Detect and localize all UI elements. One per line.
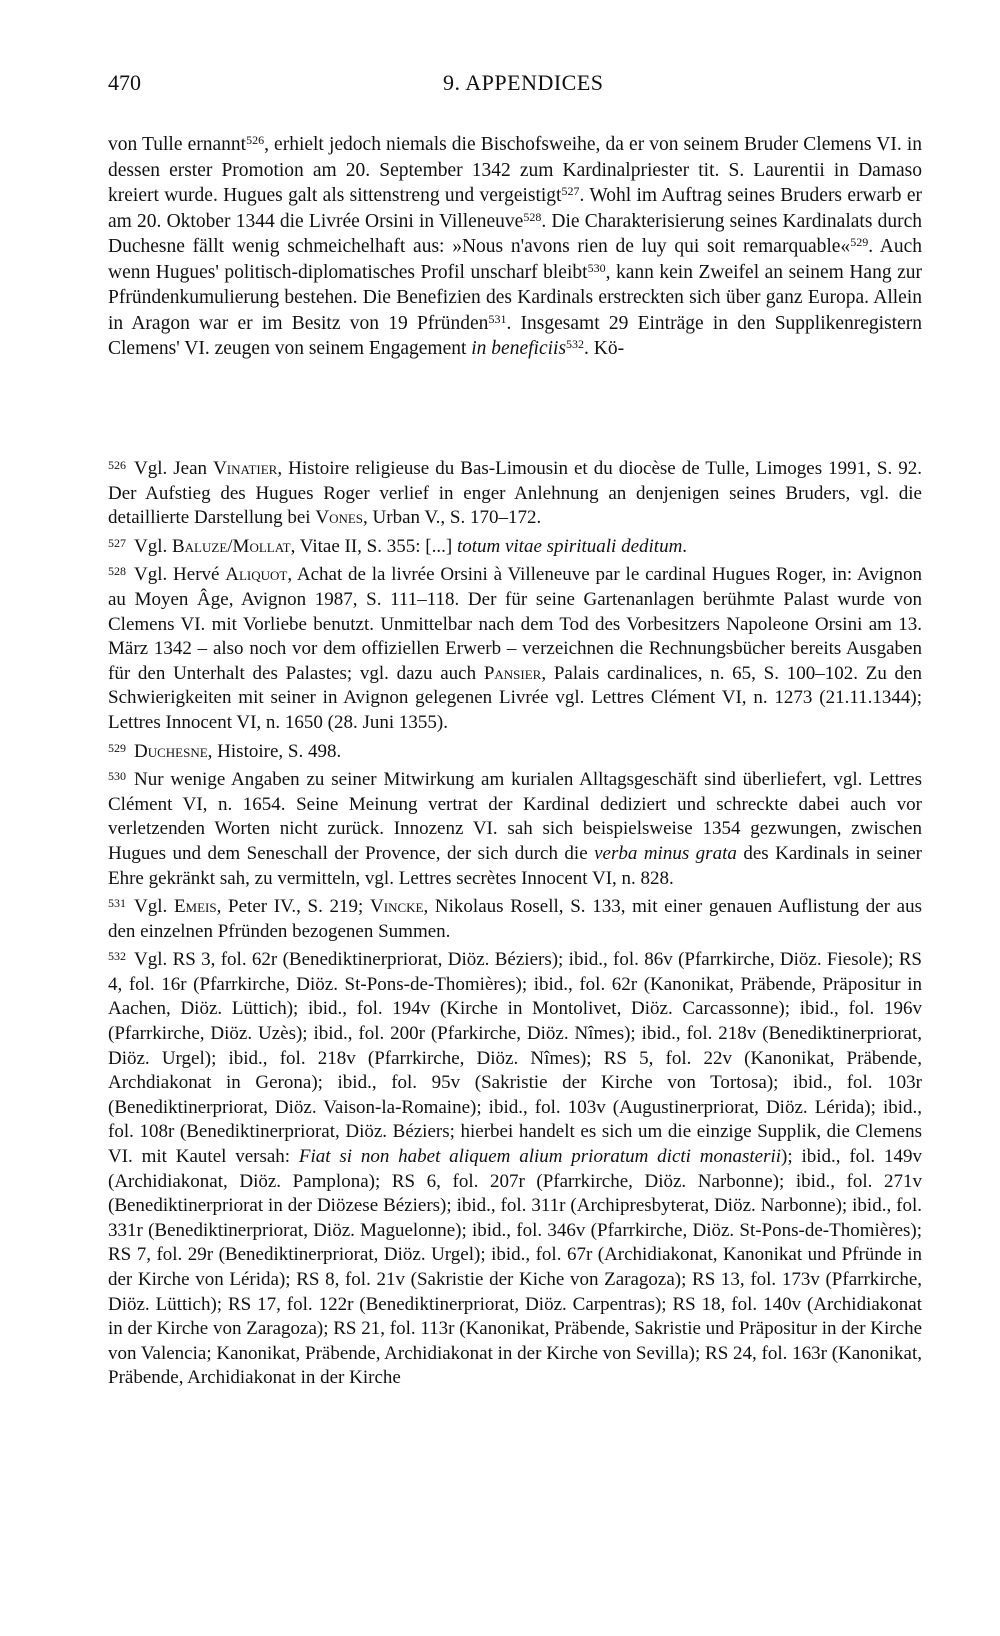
footnote-text: des Kardinals in seiner Ehre gekränkt sah, zu vermitteln, vgl. Lettres secrètes Innocent VI, n. 828. <box>108 842 923 889</box>
author-name: Pansier <box>483 662 542 684</box>
footnote-531 <box>108 891 922 944</box>
body-paragraph <box>108 132 922 362</box>
author-name: Aliquot <box>225 564 288 586</box>
footnote-530 <box>108 764 922 891</box>
footnote-528 <box>108 559 922 735</box>
footnote-text: Vgl. Jean <box>134 458 214 479</box>
footnote-text: , Vitae II, S. 355: [...] <box>290 535 457 557</box>
body-text-segment: . Wohl im Auftrag seines Bruders erwarb er am 20. Oktober 1344 die Livrée Orsini in Villeneuve <box>108 185 922 232</box>
page-header <box>108 70 922 98</box>
latin-quote: Fiat si non habet aliquem alium prioratum dicti monasterii <box>298 1146 782 1168</box>
footnote-text: Vgl. RS 3, fol. 62r (Benediktinerpriorat, Diöz. Béziers); ibid., fol. 86v (Pfarrkirche, Diöz. Fiesole); RS 4, fol. 16r (Pfarrkirche, Diöz. St-Pons-de-Thomières); ibid., fol. 62r (Kanonikat, Präbende, Präpositur in Aachen, Diöz. Lüttich); ibid., fol. 194v (Kirche in Montolivet, Diöz. Carcassonne); ibid., fol. 196v (Pfarrkirche, Diöz. Uzès); ibid., fol. 200r (Pfarkirche, Diöz. Nîmes); ibid., fol. 218v (Benediktinerpriorat, Diöz. Urgel); ibid., fol. 218v (Pfarrkirche, Diöz. Nîmes); RS 5, fol. 22v (Kanonikat, Präbende, Archdiakonat in Gerona); ibid., fol. 95v (Sakristie der Kirche von Tortosa); ibid., fol. 103r (Benediktinerpriorat, Diöz. Vaison-la-Romaine); ibid., fol. 103v (Augustinerpriorat, Diöz. Lérida); ibid., fol. 108r (Benediktinerpriorat, Diöz. Béziers; hierbei handelt es sich um die einzige Supplik, die Clemens VI. mit Kautel versah: <box>108 949 922 1168</box>
footnote-text: Nur wenige Angaben zu seiner Mitwirkung am kurialen Alltagsgeschäft sind überliefert, vgl. Lettres Clément VI, n. 1654. Seine Meinung vertrat der Kardinal dediziert und schreckte dabei auch vor verletzenden Worten nicht zurück. Innozenz VI. sah sich beispielsweise 1354 gezwungen, zwischen Hugues und dem Seneschall der Provence, der sich durch die <box>108 769 922 864</box>
footnote-number: 529 <box>108 740 126 755</box>
footnote-text: , Achat de la livrée Orsini à Villeneuve par le cardinal Hugues Roger, in: Avignon au Moyen Âge, Avignon 1987, S. 111–118. Der für seine Gartenanlagen berühmte Palast wurde von Clemens VI. mit Vorliebe benutzt. Unmittelbar nach dem Tod des Vorbesitzers Napoleone Orsini am 13. März 1342 – also noch vor dem offiziellen Erwerb – verzeichnen die Rechnungsbücher bereits Ausgaben für den Unterhalt des Palastes; vgl. dazu auch <box>108 564 922 684</box>
latin-phrase: in beneficiis <box>471 338 567 359</box>
footnote-text: , Urban V., S. 170–172. <box>363 507 542 529</box>
latin-phrase: verba minus grata <box>594 842 737 864</box>
footnote-text: Vgl. <box>134 896 174 918</box>
footnote-reference[interactable]: 526 <box>246 133 265 147</box>
author-name: Vones <box>315 507 364 529</box>
author-name: Baluze/Mollat <box>172 535 291 557</box>
footnote-reference[interactable]: 532 <box>566 337 585 351</box>
footnote-text: ); ibid., fol. 149v (Archidiakonat, Diöz. Pamplona); RS 6, fol. 207r (Pfarrkirche, Diöz. Narbonne); ibid., fol. 271v (Benediktinerpriorat in der Diözese Béziers); ibid., fol. 311r (Archipresbyterat, Diöz. Narbonne); ibid., fol. 331r (Benediktinerpriorat, Diöz. Maguelonne); ibid., fol. 346v (Pfarrkirche, Diöz. St-Pons-de-Thomières); RS 7, fol. 29r (Benediktinerpriorat, Diöz. Urgel); ibid., fol. 67r (Archidiakonat, Kanonikat und Pfründe in der Kirche von Lérida); RS 8, fol. 21v (Sakristie der Kiche von Zaragoza); RS 13, fol. 173v (Pfarrkirche, Diöz. Lüttich); RS 17, fol. 122r (Benediktinerpriorat, Diöz. Carpentras); RS 18, fol. 140v (Archidiakonat in der Kirche von Zaragoza); RS 21, fol. 113r (Kanonikat, Präbende, Sakristie und Präpositur in der Kirche von Valencia; Kanonikat, Präbende, Archidiakonat in der Kirche von Sevilla); RS 24, fol. 163r (Kanonikat, Präbende, Archidiakonat in der Kirche <box>108 1146 922 1389</box>
footnote-532 <box>108 944 922 1391</box>
footnote-text: Vgl. <box>134 535 172 557</box>
body-text-segment: . Insgesamt 29 Einträge in den Supplikenregistern Clemens' VI. zeugen von seinem Engagement <box>108 312 922 359</box>
footnote-text: , Palais cardinalices, n. 65, S. 100–102. Zu den Schwierigkeiten mit seiner in Avignon gelegenen Livrée vgl. Lettres Clément VI, n. 1273 (21.11.1344); Lettres Innocent VI, n. 1650 (28. Juni 1355). <box>108 662 922 733</box>
footnotes-section <box>108 453 922 1391</box>
footnote-text: , Histoire religieuse du Bas-Limousin et du diocèse de Tulle, Limoges 1991, S. 92. Der Aufstieg des Hugues Roger verlief in enger Anlehnung an denjenigen seines Bruders, vgl. die detaillierte Darstellung bei <box>108 458 922 529</box>
footnote-reference[interactable]: 528 <box>523 209 542 224</box>
running-head: 9. APPENDICES <box>443 70 604 95</box>
footnote-text: Vgl. Hervé <box>134 564 226 586</box>
footnote-number: 531 <box>108 896 126 911</box>
footnote-number: 528 <box>108 564 126 579</box>
body-text <box>108 132 922 362</box>
footnote-text: . <box>682 535 688 557</box>
author-name: Vincke <box>370 896 424 918</box>
footnote-number: 527 <box>108 535 126 550</box>
body-text-segment: von Tulle ernannt <box>108 134 247 155</box>
latin-quote: totum vitae spirituali deditum <box>456 535 683 557</box>
page-number: 470 <box>108 70 141 95</box>
footnote-number: 532 <box>108 949 126 964</box>
author-name: Duchesne <box>134 740 208 762</box>
author-name: Emeis <box>173 896 217 918</box>
footnote-number: 526 <box>108 458 126 472</box>
body-text-segment: . Kö- <box>584 338 625 359</box>
body-text-segment: , kann kein Zweifel an seinem Hang zur Pfründenkumulierung bestehen. Die Benefizien des Kardinals erstreckten sich über ganz Europa. Allein in Aragon war er im Besitz von 19 Pfründen <box>108 261 922 334</box>
footnote-reference[interactable]: 530 <box>587 260 606 275</box>
footnote-text: , Histoire, S. 498. <box>207 740 342 762</box>
body-text-segment: , erhielt jedoch niemals die Bischofsweihe, da er von seinem Bruder Clemens VI. in dessen erster Promotion am 20. September 1342 zum Kardinalpriester tit. S. Laurentii in Damaso kreiert wurde. Hugues galt als sittenstreng und vergeistigt <box>108 134 922 206</box>
footnote-527 <box>108 531 922 560</box>
footnote-reference[interactable]: 531 <box>488 311 507 326</box>
footnote-text: , Peter IV., S. 219; <box>216 896 371 918</box>
footnote-text: , Nikolaus Rosell, S. 133, mit einer genauen Auflistung der aus den einzelnen Pfründen bezogenen Summen. <box>108 896 923 942</box>
body-text-segment: . Auch wenn Hugues' politisch-diplomatisches Profil unscharf bleibt <box>108 236 922 283</box>
footnote-reference[interactable]: 529 <box>850 235 869 249</box>
author-name: Vinatier <box>213 458 278 479</box>
footnote-529 <box>108 736 922 765</box>
body-text-segment: . Die Charakterisierung seines Kardinalats durch Duchesne fällt wenig schmeichelhaft aus: »Nous n'avons rien de luy qui soit remarquable« <box>108 210 923 257</box>
footnote-reference[interactable]: 527 <box>561 184 580 198</box>
footnote-526 <box>108 453 922 531</box>
footnote-number: 530 <box>108 769 126 784</box>
